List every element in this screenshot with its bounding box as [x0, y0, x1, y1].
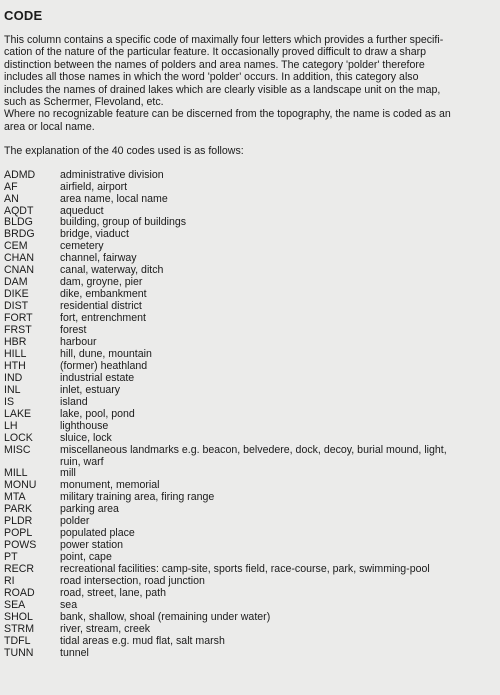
code-label: ROAD	[4, 587, 35, 600]
code-label: AN	[4, 192, 19, 205]
code-label: IND	[4, 371, 23, 384]
code-label: SHOL	[4, 610, 33, 623]
code-label: DAM	[4, 276, 28, 289]
code-description: bridge, viaduct	[60, 228, 129, 241]
code-label: HTH	[4, 359, 26, 372]
code-row	[4, 636, 494, 648]
code-description: tidal areas e.g. mud flat, salt marsh	[60, 634, 225, 647]
code-row	[4, 397, 494, 409]
code-description: tunnel	[60, 646, 89, 659]
code-row	[4, 409, 494, 421]
code-label: PARK	[4, 503, 33, 516]
code-row	[4, 457, 494, 469]
code-description: residential district	[60, 300, 142, 313]
paragraph-line: includes the names of drained lakes which are clearly visible as a landscape unit on the map,	[4, 83, 441, 96]
code-description: cemetery	[60, 240, 104, 253]
code-description: lake, pool, pond	[60, 407, 135, 420]
code-description: lighthouse	[60, 419, 109, 432]
code-description: (former) heathland	[60, 359, 148, 372]
code-label: POPL	[4, 527, 33, 540]
code-label: POWS	[4, 539, 37, 552]
code-description: sluice, lock	[60, 431, 112, 444]
code-row	[4, 445, 494, 457]
code-description: inlet, estuary	[60, 383, 121, 396]
description-paragraph	[4, 34, 494, 133]
code-label: LOCK	[4, 431, 33, 444]
code-label: MISC	[4, 443, 31, 456]
code-row	[4, 588, 494, 600]
code-label: CEM	[4, 240, 28, 253]
code-label: ADMD	[4, 168, 36, 181]
code-row	[4, 433, 494, 445]
code-row	[4, 182, 494, 194]
code-label: MTA	[4, 491, 26, 504]
code-description: canal, waterway, ditch	[60, 264, 164, 277]
code-description: building, group of buildings	[60, 216, 187, 229]
code-description: fort, entrenchment	[60, 312, 146, 325]
code-description: administrative division	[60, 168, 164, 181]
code-description: road intersection, road junction	[60, 575, 205, 588]
code-row	[4, 385, 494, 397]
code-label: LAKE	[4, 407, 32, 420]
code-label: RECR	[4, 563, 35, 576]
code-label: TDFL	[4, 634, 31, 647]
code-list	[4, 170, 494, 660]
paragraph-line: cation of the nature of the particular feature. It occasionally proved difficult to draw a sharp	[4, 46, 427, 59]
code-description: polder	[60, 515, 90, 528]
paragraph-line: such as Schermer, Flevoland, etc.	[4, 96, 164, 109]
code-label: STRM	[4, 622, 35, 635]
code-description: power station	[60, 539, 124, 552]
code-label: FRST	[4, 324, 32, 337]
code-description: dike, embankment	[60, 288, 147, 301]
code-label: RI	[4, 575, 15, 588]
paragraph-line: includes all those names in which the word 'polder' occurs. In addition, this category also	[4, 71, 419, 84]
code-description: recreational facilities: camp-site, sports field, race-course, park, swimming-pool	[60, 563, 430, 576]
code-description: miscellaneous landmarks e.g. beacon, belvedere, dock, decoy, burial mound, light,	[60, 443, 447, 456]
paragraph-line: This column contains a specific code of maximally four letters which provides a further specifi-	[4, 34, 444, 46]
code-label: DIKE	[4, 288, 29, 301]
code-description: hill, dune, mountain	[60, 347, 152, 360]
code-row	[4, 648, 494, 660]
code-label: PLDR	[4, 515, 33, 528]
code-description: island	[60, 395, 88, 408]
code-label: PT	[4, 551, 18, 564]
code-row	[4, 194, 494, 206]
code-description: road, street, lane, path	[60, 587, 167, 600]
code-description: aqueduct	[60, 204, 104, 217]
paragraph-line: Where no recognizable feature can be discerned from the topography, the name is coded as an	[4, 108, 451, 121]
code-label: CNAN	[4, 264, 35, 277]
code-label: DIST	[4, 300, 29, 313]
code-description: harbour	[60, 336, 97, 348]
code-description: industrial estate	[60, 371, 135, 384]
code-description: forest	[60, 324, 87, 337]
code-description: channel, fairway	[60, 252, 137, 265]
code-label: IS	[4, 395, 15, 408]
code-label: INL	[4, 383, 21, 396]
code-label: HBR	[4, 336, 27, 348]
code-description: point, cape	[60, 551, 112, 564]
paragraph-line: distinction between the names of polders and area names. The category 'polder' therefore	[4, 58, 425, 71]
code-row	[4, 421, 494, 433]
code-label: TUNN	[4, 646, 34, 659]
code-row	[4, 170, 494, 182]
code-description: parking area	[60, 503, 119, 516]
code-description: bank, shallow, shoal (remaining under water)	[60, 610, 271, 623]
code-description: mill	[60, 467, 76, 480]
code-label: CHAN	[4, 252, 35, 265]
code-description: sea	[60, 598, 78, 611]
codes-intro: The explanation of the 40 codes used is as follows:	[4, 145, 244, 158]
code-description: river, stream, creek	[60, 622, 151, 635]
section-heading: CODE	[4, 8, 43, 23]
code-label: BLDG	[4, 216, 33, 229]
code-label: MILL	[4, 467, 28, 480]
code-label: AF	[4, 180, 18, 193]
code-label: BRDG	[4, 228, 35, 241]
code-description: area name, local name	[60, 192, 168, 205]
code-label: LH	[4, 419, 18, 432]
code-description: monument, memorial	[60, 479, 160, 492]
code-description: airfield, airport	[60, 180, 128, 193]
paragraph-line: area or local name.	[4, 120, 95, 133]
code-label: MONU	[4, 479, 37, 492]
code-description: dam, groyne, pier	[60, 276, 143, 289]
code-label: FORT	[4, 312, 33, 325]
code-label: AQDT	[4, 204, 34, 217]
code-description: ruin, warf	[60, 455, 104, 468]
code-description: military training area, firing range	[60, 491, 215, 504]
code-label: SEA	[4, 598, 26, 611]
code-description: populated place	[60, 527, 135, 540]
code-label: HILL	[4, 347, 27, 360]
